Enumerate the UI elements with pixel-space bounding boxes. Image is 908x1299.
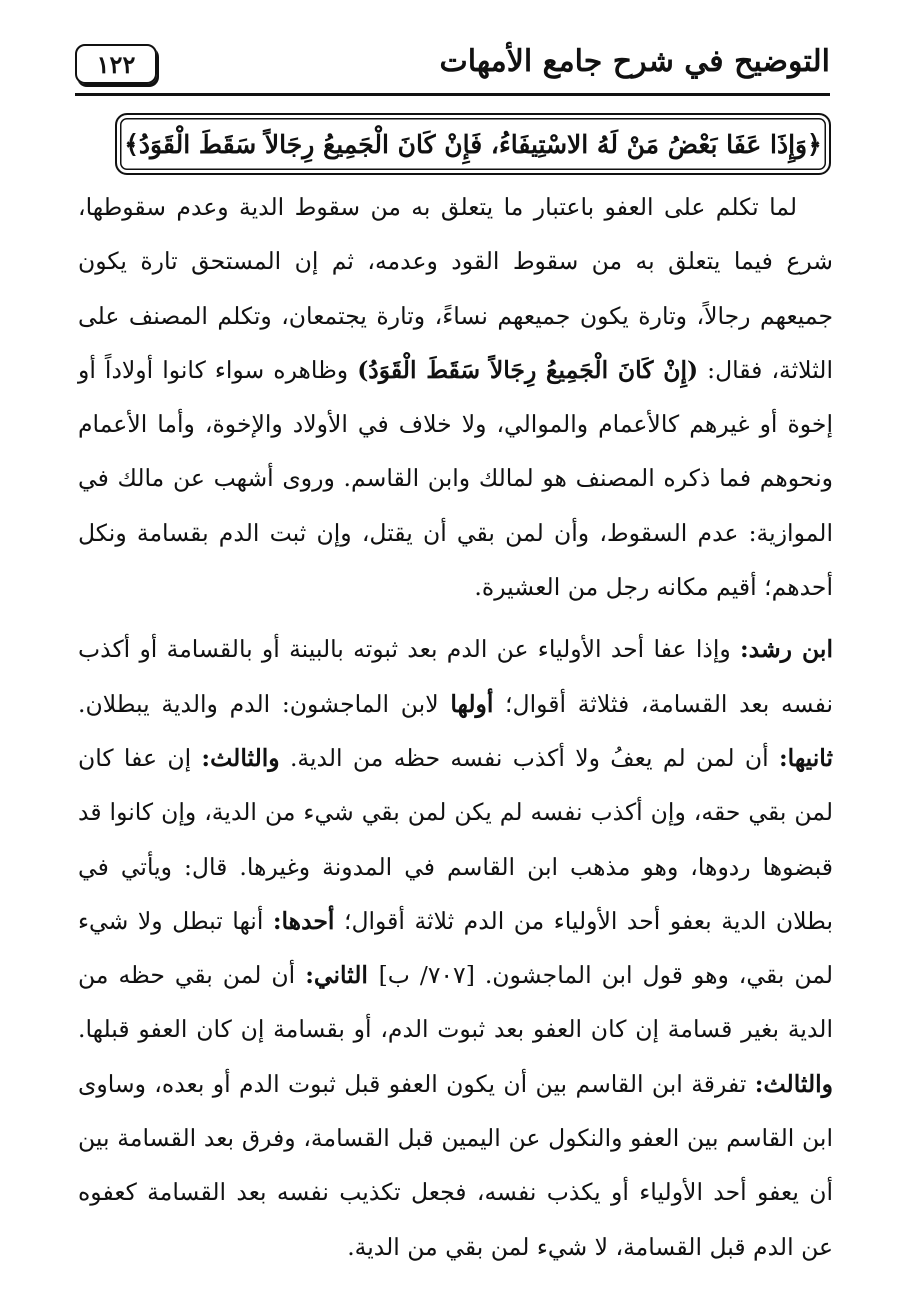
section-title-box: [115, 113, 831, 175]
book-title: التوضيح في شرح جامع الأمهات: [439, 44, 830, 79]
paragraph-1-quote: (إِنْ كَانَ الْجَمِيعُ رِجَالاً سَقَطَ الْقَوَدُ): [357, 355, 699, 384]
label-one: أحدها:: [272, 906, 335, 935]
label-first: أولها: [450, 689, 494, 718]
paragraph-1: [78, 180, 833, 614]
label-second-b: الثاني:: [305, 961, 379, 990]
header-rule: [75, 93, 830, 96]
label-third-b: والثالث:: [754, 1069, 833, 1098]
paragraph-2-text-1: وإذا عفا أحد الأولياء عن الدم بعد ثبوته بالبينة أو بالقسامة أو أكذب نفسه بعد القسامة، فثلاثة أقوال؛: [78, 635, 833, 718]
main-content: [78, 180, 833, 1274]
section-title: ﴿وَإِذَا عَفَا بَعْضُ مَنْ لَهُ الاسْتِيفَاءُ، فَإِنْ كَانَ الْجَمِيعُ رِجَالاً سَقَطَ الْقَوَدُ﴾: [124, 129, 822, 159]
page-header: [75, 36, 830, 96]
paragraph-2-text-2: لابن الماجشون: الدم والدية يبطلان.: [78, 689, 451, 718]
label-third: والثالث:: [201, 743, 280, 772]
label-ibn-rushd: ابن رشد:: [739, 635, 833, 664]
paragraph-2-text-4: إن عفا كان لمن بقي حقه، وإن أكذب نفسه لم يكن لمن بقي شيء من الدية، وإن كانوا قد قبضوها ردوها، وهو مذهب ابن القاسم في المدونة وغيرها. قال: ويأتي في بطلان الدية بعفو أحد الأولياء من الدم ثلاثة أقوال؛: [78, 743, 833, 935]
paragraph-2-text-6: أن لمن بقي حظه من الدية بغير قسامة إن كان العفو بعد ثبوت الدم، أو بقسامة إن كان العفو قبلها.: [78, 961, 833, 1044]
folio-reference: [٧٠٧/ ب]: [378, 961, 475, 990]
paragraph-2: [78, 622, 833, 1274]
paragraph-2-text-3: أن لمن لم يعفُ ولا أكذب نفسه حظه من الدية.: [279, 743, 779, 772]
label-second: ثانيها:: [779, 743, 833, 772]
paragraph-2-text-5: أنها تبطل ولا شيء لمن بقي، وهو قول ابن الماجشون.: [78, 906, 834, 990]
paragraph-1-text-a: لما تكلم على العفو باعتبار ما يتعلق به من سقوط الدية وعدم سقوطها، شرع فيما يتعلق به من سقوط القود وعدمه، ثم إن المستحق تارة يكون جميعهم رجالاً، وتارة يكون جميعهم نساءً، وتارة يجتمعان، وتكلم المصنف على الثلاثة، فقال:: [78, 193, 833, 384]
page-number: ١٢٢: [75, 44, 157, 84]
paragraph-1-text-b: وظاهره سواء كانوا أولاداً أو إخوة أو غيرهم كالأعمام والموالي، ولا خلاف في الأولاد والإخوة، وأما الأعمام ونحوهم فما ذكره المصنف هو لمالك وابن القاسم. وروى أشهب عن مالك في الموازية: عدم السقوط، وأن لمن بقي أن يقتل، وإن ثبت الدم بقسامة ونكل أحدهم؛ أقيم مكانه رجل من العشيرة.: [78, 355, 833, 602]
paragraph-2-text-7: تفرقة ابن القاسم بين أن يكون العفو قبل ثبوت الدم أو بعده، وساوى ابن القاسم بين العفو والنكول عن اليمين قبل القسامة، وفرق بعد القسامة بين أن يعفو أحد الأولياء أو يكذب نفسه، فجعل تكذيب نفسه بعد القسامة كعفوه عن الدم قبل القسامة، لا شيء لمن بقي من الدية.: [78, 1069, 833, 1261]
